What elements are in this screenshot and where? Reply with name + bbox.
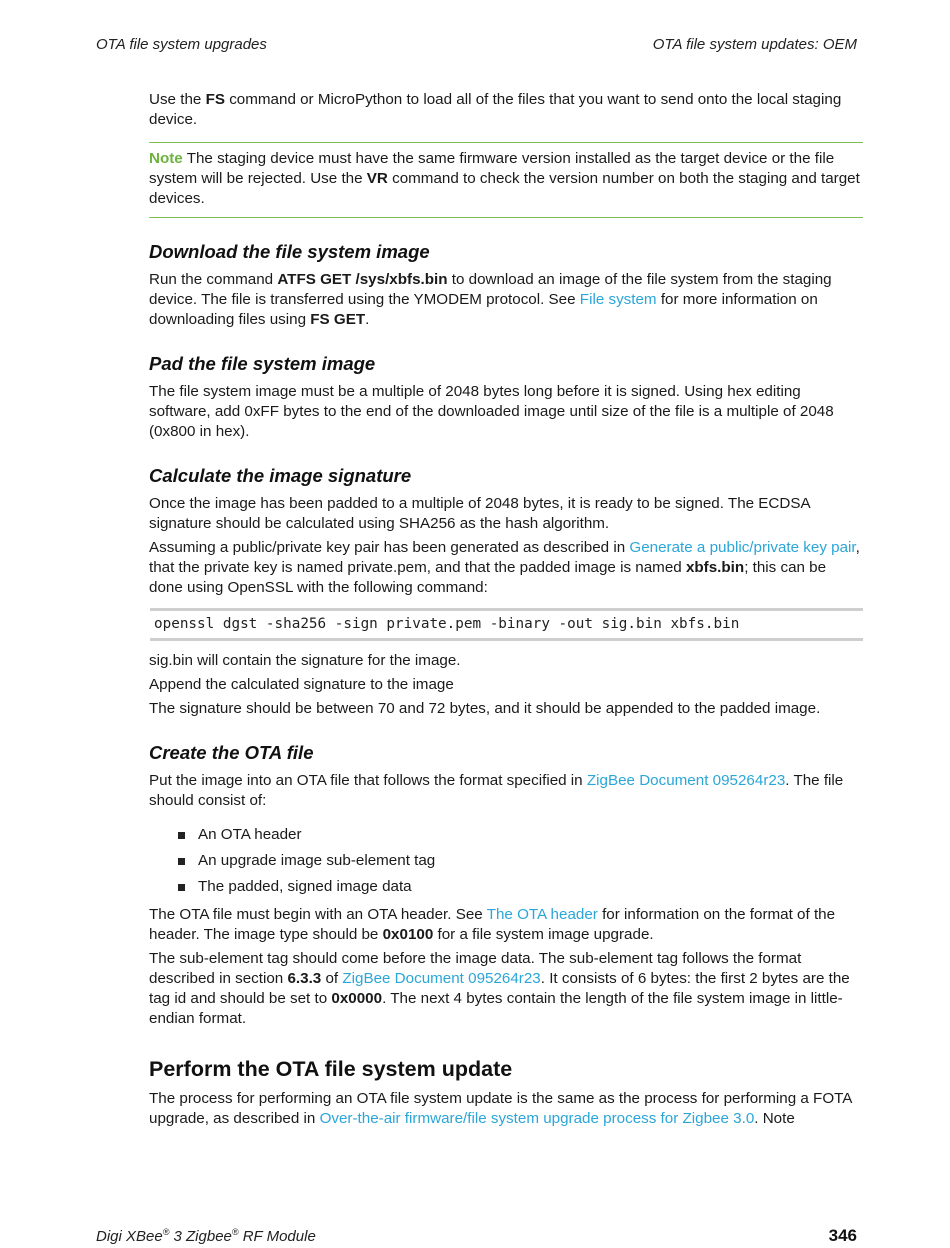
bullet-icon xyxy=(178,832,185,839)
heading-create-ota: Create the OTA file xyxy=(149,742,314,763)
link-ota-header[interactable]: The OTA header xyxy=(486,906,598,923)
note-box: Note The staging device must have the same firmware version installed as the target device or the file system will be rejected. Use the VR command to check the version number on both the staging and target devices. xyxy=(149,142,863,218)
link-zigbee-document-2[interactable]: ZigBee Document 095264r23 xyxy=(342,970,541,987)
list-item: The padded, signed image data xyxy=(149,877,863,897)
openssl-code-block: openssl dgst -sha256 -sign private.pem -binary -out sig.bin xbfs.bin xyxy=(150,608,863,641)
heading-download: Download the file system image xyxy=(149,241,430,262)
note-label: Note xyxy=(149,150,183,167)
heading-pad: Pad the file system image xyxy=(149,353,376,374)
signature-paragraph-4: Append the calculated signature to the image xyxy=(149,676,454,693)
bullet-icon xyxy=(178,884,185,891)
link-ota-upgrade-process[interactable]: Over-the-air firmware/file system upgrade process for Zigbee 3.0 xyxy=(319,1110,755,1127)
ota-paragraph-1: Put the image into an OTA file that follows the format specified in ZigBee Document 095264r23. The file should consist of: xyxy=(149,772,844,809)
page-content xyxy=(149,90,863,1129)
footer-product-name: Digi XBee® 3 Zigbee® RF Module xyxy=(96,1227,316,1245)
running-header-left: OTA file system upgrades xyxy=(96,36,267,53)
signature-paragraph-5: The signature should be between 70 and 72 bytes, and it should be appended to the padded image. xyxy=(149,700,821,717)
ota-contents-list xyxy=(149,825,863,897)
running-header-right: OTA file system updates: OEM xyxy=(652,36,857,53)
download-paragraph: Run the command ATFS GET /sys/xbfs.bin to download an image of the file system from the staging device. The file is transferred using the YMODEM protocol. See File system for more information on downloading files using FS GET. xyxy=(149,271,832,328)
list-item: An upgrade image sub-element tag xyxy=(149,851,863,871)
ota-paragraph-2: The OTA file must begin with an OTA header. See The OTA header for information on the format of the header. The image type should be 0x0100 for a file system image upgrade. xyxy=(149,906,836,943)
link-file-system[interactable]: File system xyxy=(579,291,657,308)
pad-paragraph: The file system image must be a multiple of 2048 bytes long before it is signed. Using hex editing software, add 0xFF bytes to the end of the downloaded image until size of the file is a multiple of 2048 (0x800 in hex). xyxy=(149,383,834,440)
perform-paragraph: The process for performing an OTA file system update is the same as the process for performing a FOTA upgrade, as described in Over-the-air firmware/file system upgrade process for Zigbee 3.0. Note xyxy=(149,1090,852,1127)
heading-signature: Calculate the image signature xyxy=(149,465,412,486)
bullet-icon xyxy=(178,858,185,865)
link-zigbee-document[interactable]: ZigBee Document 095264r23 xyxy=(586,772,786,789)
list-item: An OTA header xyxy=(149,825,863,845)
signature-paragraph-1: Once the image has been padded to a multiple of 2048 bytes, it is ready to be signed. The ECDSA signature should be calculated using SHA256 as the hash algorithm. xyxy=(149,495,810,532)
heading-perform-update: Perform the OTA file system update xyxy=(149,1057,513,1081)
intro-paragraph: Use the FS command or MicroPython to load all of the files that you want to send onto the local staging device. xyxy=(149,91,842,128)
signature-paragraph-2: Assuming a public/private key pair has been generated as described in Generate a public/private key pair, that the private key is named private.pem, and that the padded image is named xbfs.bin; this can be done using OpenSSL with the following command: xyxy=(149,539,860,596)
signature-paragraph-3: sig.bin will contain the signature for the image. xyxy=(149,652,461,669)
link-generate-key-pair[interactable]: Generate a public/private key pair xyxy=(629,539,856,556)
ota-paragraph-3: The sub-element tag should come before the image data. The sub-element tag follows the format described in section 6.3.3 of ZigBee Document 095264r23. It consists of 6 bytes: the first 2 bytes are the tag id and should be set to 0x0000. The next 4 bytes contain the length of the file system image in little-endian format. xyxy=(149,950,850,1027)
page-number: 346 xyxy=(828,1226,857,1245)
